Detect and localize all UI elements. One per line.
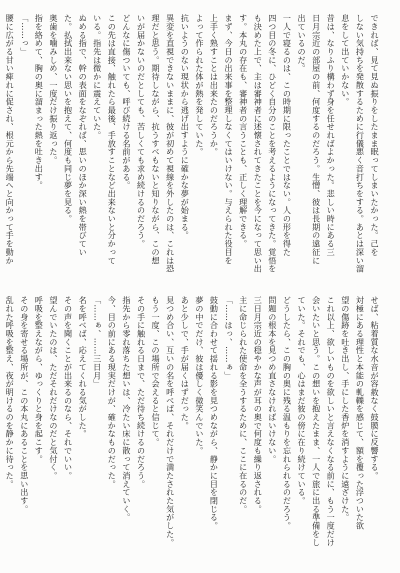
text-line: 呼吸を整えながら、ゆっくりと身を起こす。 <box>34 296 45 463</box>
text-line: 腰に広がる甘い痺れに促され、根元から先端へと向かって手を動か <box>5 14 16 265</box>
text-line: ぬめる指で、幹の表面をなぞれば、思いのほか深い熱を帯びてい <box>78 14 89 257</box>
text-line: 日月宗近の部屋の前、何度するのだろう。生憎、彼は長期の遠征に <box>311 14 322 265</box>
text-line: あと少しで、手が届くはずだった。 <box>180 296 191 430</box>
text-block-bottom <box>5 296 382 552</box>
text-line: 会いたいと思う。この想いを抱えたまま、一人で旅に出る準備をし <box>311 296 322 547</box>
text-line: 対極にある理性と本能の軋轢を感じて、額を覆った浮ついた欲 <box>355 296 366 530</box>
text-line: いる。指先は微かに震えていた。 <box>92 14 103 140</box>
text-line: 鼓動に合わせて揺れる影を見つめながら、静かに目を閉じる。 <box>209 296 220 530</box>
text-line: 出ているのだ。 <box>297 14 308 73</box>
text-line: 望んでいたのは、ただそれだけなのだと気付く。 <box>48 296 59 480</box>
text-line: 四つ目の冬に、ひどく自分のことを考えるようになってきた。覚悟を <box>267 14 278 273</box>
text-line: 問題の根本を見つめ直さなければいけない。 <box>267 296 278 463</box>
text-line: 「……はっ、……ぁ」 <box>224 296 235 380</box>
text-line: できれば、見て見ぬ振りをしたまま眠ってしまいたかった。己を <box>370 14 380 257</box>
text-line: どんなに傷ついても、呼び続ける名前がある。 <box>121 14 132 190</box>
text-line: 夢の中でだけ、彼は優しく微笑んでいた。 <box>194 296 205 455</box>
text-line: 昔は、なりふり構わず身を任せればよかった。悲しい時にある三 <box>326 14 337 257</box>
text-line: 理だと思う。期待しながら、抗うすべもないと知りながら、この想 <box>151 14 162 265</box>
text-line: 指を絡めて、胸の奥に溜まった熱を吐き出す。 <box>34 14 45 190</box>
text-line: 抗いようのない現状から逃げ出すように確かな夢が始まる。 <box>180 14 191 240</box>
text-line: いが届かないのだとしても、苦しくても求め続けるのだろう。 <box>136 14 147 248</box>
text-line: 三日月宗近の穏やかな声が耳の奥で何度も繰り返される。 <box>253 296 264 514</box>
text-line: 「……ぁ、……三日月」 <box>92 296 103 388</box>
text-line: 異変を直視できないままに、彼が初めて視線を外したのは、これは恐 <box>165 14 176 273</box>
text-line: 望の傷跡を吐き出し、手にした香炉を消すように遠ざけた。 <box>340 296 351 522</box>
text-line: 指先から零れ落ちた想いは、冷たい床に散って消えていく。 <box>121 296 132 522</box>
text-line: もう一度、この場所で会えると信じて。 <box>151 296 162 447</box>
text-line: 主に命じられた使命を全うするために、ここに在るのだ。 <box>238 296 249 514</box>
text-line: 今、目の前にある現実だけが、確かなものだった。 <box>107 296 118 489</box>
text-line: 乱れた呼吸を整え、夜が明けるのを静かに待った。 <box>5 296 16 489</box>
text-line: 「……っ」 <box>19 14 30 56</box>
text-line: その声を聞くことが出来るのなら、それでいい。 <box>63 296 74 480</box>
text-line: まず、今日の出来事を整理しなくてはいけない。与えられた役目を <box>224 14 235 265</box>
text-line: 奥歯を噛みしめ、一度だけ振り返った。 <box>48 14 59 165</box>
text-line: どうしたら、この胸の奥に残る温もりを忘れられるのだろう。 <box>282 296 293 530</box>
text-line: せば、粘着質な水音が容赦なく鼓膜に反響する。 <box>370 296 380 480</box>
text-line: その手に触れる日まで、ただ待ち続けるのだろう。 <box>136 296 147 489</box>
text-line: しない気持ちを発散するために行儀悪く音打ちをする。あとは深い溜 <box>355 14 366 273</box>
text-line: ていた。それでも、心はまだ彼の傍に在り続けている。 <box>297 296 308 505</box>
text-line: も決めた上で、主は審神者に述懐されてきたことを今になって思い出 <box>253 14 264 273</box>
text-line: た。払拭出来ない思いを抱えて、何度も同じ夢を見る。 <box>63 14 74 223</box>
text-line: す。本丸の存在も、審神者の言うことも、正しく理解できる。 <box>238 14 249 248</box>
text-line: 上手く熟すことは出来たのだろうか。 <box>209 14 220 156</box>
text-block-top <box>5 14 382 278</box>
text-line: 息をして出ていかない。 <box>340 14 351 106</box>
text-line: よって作られた体が熱を発していた。 <box>194 14 205 156</box>
text-line: 名を呼べば、応えてくれる気がした。 <box>78 296 89 438</box>
text-line: これ以上、欲しいものを欲しいと言えなくなる前に、もう一度だけ <box>326 296 337 547</box>
text-line: その身を寄せる場所が、この本丸にあることを思い出す。 <box>19 296 30 514</box>
text-line: 見つめ合い、互いの名を呼べば、それだけで満たされた気がした。 <box>165 296 176 547</box>
text-line: 一人で寝るのは、この時期に限ったことではない。人の形を得た <box>282 14 293 257</box>
text-line: この先は直接、触れたら最後、手放すことなど出来ないと分かって <box>107 14 118 265</box>
